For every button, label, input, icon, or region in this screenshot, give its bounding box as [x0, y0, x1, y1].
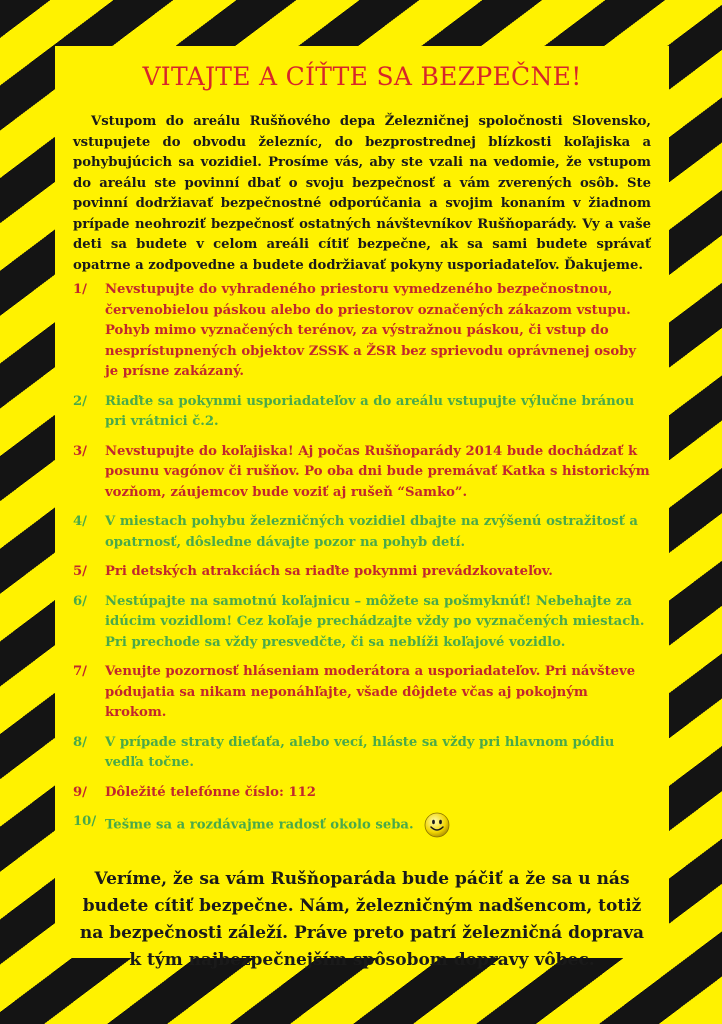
rule-number: 3/: [73, 443, 87, 459]
rule-text: V prípade straty dieťaťa, alebo vecí, hláste sa vždy pri hlavnom pódiu vedľa točne.: [105, 734, 615, 770]
safety-rules-list: [73, 280, 651, 838]
rule-9: [73, 783, 651, 804]
rule-text: Tešme sa a rozdávajme radosť okolo seba.: [105, 817, 414, 833]
rule-number: 1/: [73, 282, 87, 297]
closing-paragraph: Veríme, že sa vám Rušňoparáda bude páčiť a že sa u nás budete cítiť bezpečne. Nám, železničným nadšencom, totiž na bezpečnosti záleží. Práve preto patrí železničná doprava k tým najbezpečnejším spôsobom dopravy vôbec.: [79, 869, 645, 970]
rule-1: [73, 280, 651, 383]
notice-panel: [55, 46, 669, 970]
rule-text: Dôležité telefónne číslo: 112: [105, 784, 316, 800]
rule-text: Riaďte sa pokynmi usporiadateľov a do areálu vstupujte výlučne bránou pri vrátnici č.2.: [105, 393, 635, 429]
rule-6: [73, 592, 651, 654]
rule-number: 5/: [73, 564, 87, 579]
rule-10: [73, 812, 651, 838]
rule-text: Nevstupujte do vyhradeného priestoru vymedzeného bezpečnostnou, červenobielou páskou alebo do priestorov označených zákazom vstupu. Pohyb mimo vyznačených terénov, za výstražnou páskou, či vstup do nesprístupnených objektov ZSSK a ŽSR bez sprievodu oprávnenej osoby je prísne zakázaný.: [105, 282, 637, 379]
rule-text-wrap: [105, 812, 651, 838]
rule-8: [73, 733, 651, 774]
rule-2: [73, 392, 651, 433]
rule-number: 10/: [73, 814, 97, 829]
rule-number: 2/: [73, 393, 87, 409]
rule-7: [73, 662, 651, 724]
smiley-face-icon: [424, 812, 450, 838]
rule-number: 6/: [73, 593, 87, 609]
rule-number: 4/: [73, 514, 87, 529]
rule-4: [73, 512, 651, 553]
rule-number: 8/: [73, 734, 87, 750]
intro-paragraph: Vstupom do areálu Rušňového depa Železničnej spoločnosti Slovensko, vstupujete do obvodu železníc, do bezprostrednej blízkosti koľajiska a pohybujúcich sa vozidiel. Prosíme vás, aby ste vzali na vedomie, že vstupom do areálu ste povinní dbať o svoju bezpečnosť a vám zverených osôb. Ste povinní dodržiavať bezpečnostné odporúčania a svojim konaním v žiadnom prípade neohroziť bezpečnosť ostatných návštevníkov Rušňoparády. Vy a vaše deti sa budete v celom areáli cítiť bezpečne, ak sa sami budete správať opatrne a zodpovedne a budete dodržiavať pokyny usporiadateľov. Ďakujeme.: [73, 114, 651, 273]
page-title: VITAJTE A CÍŤTE SA BEZPEČNE!: [142, 62, 582, 91]
rule-3: [73, 442, 651, 504]
rule-text: Nevstupujte do koľajiska! Aj počas Rušňoparády 2014 bude dochádzať k posunu vagónov či rušňov. Po oba dni bude premávať Katka s historickým vozňom, záujemcov bude voziť aj rušeň “Samko”.: [105, 443, 650, 500]
rule-text: Nestúpajte na samotnú koľajnicu – môžete sa pošmyknúť! Nebehajte za idúcim vozidlom! Cez koľaje prechádzajte vždy po vyznačených miestach. Pri prechode sa vždy presvedčte, či sa neblíži koľajové vozidlo.: [105, 593, 645, 650]
rule-text: Venujte pozornosť hláseniam moderátora a usporiadateľov. Pri návšteve pódujatia sa nikam neponáhľajte, všade dôjdete včas aj pokojným krokom.: [105, 664, 636, 720]
rule-number: 9/: [73, 784, 87, 800]
rule-text: Pri detských atrakciách sa riaďte pokynmi prevádzkovateľov.: [105, 564, 553, 579]
rule-number: 7/: [73, 664, 87, 679]
rule-text: V miestach pohybu železničných vozidiel dbajte na zvýšenú ostražitosť a opatrnosť, dôsledne dávajte pozor na pohyb detí.: [105, 514, 638, 550]
rule-5: [73, 562, 651, 583]
